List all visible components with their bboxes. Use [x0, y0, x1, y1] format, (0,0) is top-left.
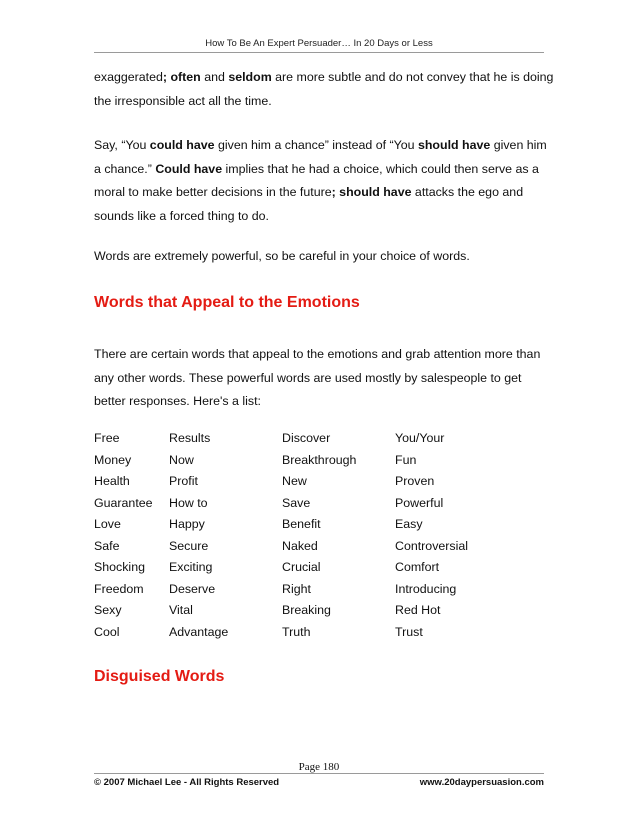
- word-cell: Now: [169, 452, 194, 467]
- word-row: [94, 428, 554, 450]
- word-cell: Love: [94, 517, 121, 531]
- word-row: [94, 622, 554, 644]
- word-row: [94, 450, 554, 472]
- word-row: [94, 514, 554, 536]
- word-cell: Trust: [395, 624, 423, 639]
- text-run: exaggerated: [94, 70, 163, 84]
- word-row: [94, 579, 554, 601]
- text-run: given him a chance” instead of “You: [214, 138, 418, 152]
- word-cell: Proven: [395, 474, 435, 488]
- word-cell: Health: [94, 474, 130, 488]
- word-cell: Benefit: [282, 517, 321, 531]
- word-cell: Shocking: [94, 560, 145, 574]
- word-cell: Powerful: [395, 495, 444, 510]
- bold-run: Could have: [155, 161, 223, 176]
- word-cell: You/Your: [395, 431, 445, 445]
- heading-emotions: Words that Appeal to the Emotions: [94, 294, 360, 311]
- word-cell: Save: [282, 495, 311, 510]
- word-cell: Truth: [282, 624, 311, 639]
- word-cell: Free: [94, 431, 120, 445]
- footer-website: www.20daypersuasion.com: [419, 777, 544, 788]
- bold-run: seldom: [228, 70, 272, 84]
- word-cell: Exciting: [169, 560, 213, 574]
- bold-run: should have: [417, 138, 491, 152]
- word-cell: Happy: [169, 517, 205, 531]
- word-row: [94, 600, 554, 622]
- heading-disguised: Disguised Words: [94, 668, 225, 685]
- word-cell: Deserve: [169, 581, 216, 596]
- word-cell: Profit: [169, 474, 198, 488]
- word-cell: Breaking: [282, 603, 331, 617]
- text-run: and: [200, 70, 229, 84]
- word-cell: Fun: [395, 452, 417, 467]
- text-run: Say, “You: [94, 138, 150, 152]
- word-cell: Right: [282, 581, 311, 596]
- word-row: [94, 471, 554, 493]
- page-number: Page 180: [298, 761, 340, 773]
- word-cell: Sexy: [94, 603, 122, 617]
- word-cell: Vital: [169, 603, 193, 617]
- bold-run: could have: [149, 138, 215, 152]
- word-cell: Comfort: [395, 560, 440, 574]
- text-run: are more subtle and do not convey that he is doing the irresponsible act all the time.: [94, 70, 554, 108]
- word-cell: How to: [169, 495, 208, 510]
- word-list: [94, 428, 554, 643]
- word-cell: Advantage: [169, 624, 229, 639]
- word-cell: Secure: [169, 538, 209, 553]
- word-cell: Naked: [282, 538, 318, 553]
- word-cell: Red Hot: [395, 603, 441, 617]
- paragraph-word-intro: There are certain words that appeal to the emotions and grab attention more than any other words. These powerful words are used mostly by salespeople to get better responses. Here's a list:: [94, 347, 541, 408]
- word-cell: Safe: [94, 538, 120, 553]
- header-rule: [94, 52, 544, 53]
- word-cell: Crucial: [282, 560, 321, 574]
- page-header: How To Be An Expert Persuader… In 20 Days or Less: [205, 38, 433, 49]
- word-cell: Guarantee: [94, 495, 153, 510]
- word-cell: Easy: [395, 517, 423, 531]
- word-cell: Money: [94, 452, 132, 467]
- text-run: given him a chance.”: [94, 138, 547, 176]
- word-cell: Cool: [94, 624, 120, 639]
- text-run: implies that he had a choice, which could then serve as a moral to make better decisions in the future: [94, 161, 539, 199]
- paragraph-could-have: [94, 134, 554, 228]
- footer-rule: [94, 773, 544, 774]
- bold-run: ; should have: [331, 185, 412, 199]
- word-cell: Introducing: [395, 581, 457, 596]
- word-cell: Controversial: [395, 538, 468, 553]
- word-cell: Discover: [282, 431, 331, 445]
- paragraph-powerful-words: Words are extremely powerful, so be careful in your choice of words.: [94, 249, 470, 263]
- word-row: [94, 557, 554, 579]
- paragraph-exaggerated: [94, 66, 554, 113]
- word-row: [94, 536, 554, 558]
- word-row: [94, 493, 554, 515]
- word-cell: Results: [169, 431, 211, 445]
- word-cell: New: [282, 474, 307, 488]
- footer-copyright: © 2007 Michael Lee - All Rights Reserved: [94, 777, 280, 788]
- word-cell: Freedom: [94, 581, 144, 596]
- word-cell: Breakthrough: [282, 452, 357, 467]
- text-run: attacks the ego and sounds like a forced thing to do.: [94, 185, 524, 223]
- bold-run: ; often: [162, 70, 201, 84]
